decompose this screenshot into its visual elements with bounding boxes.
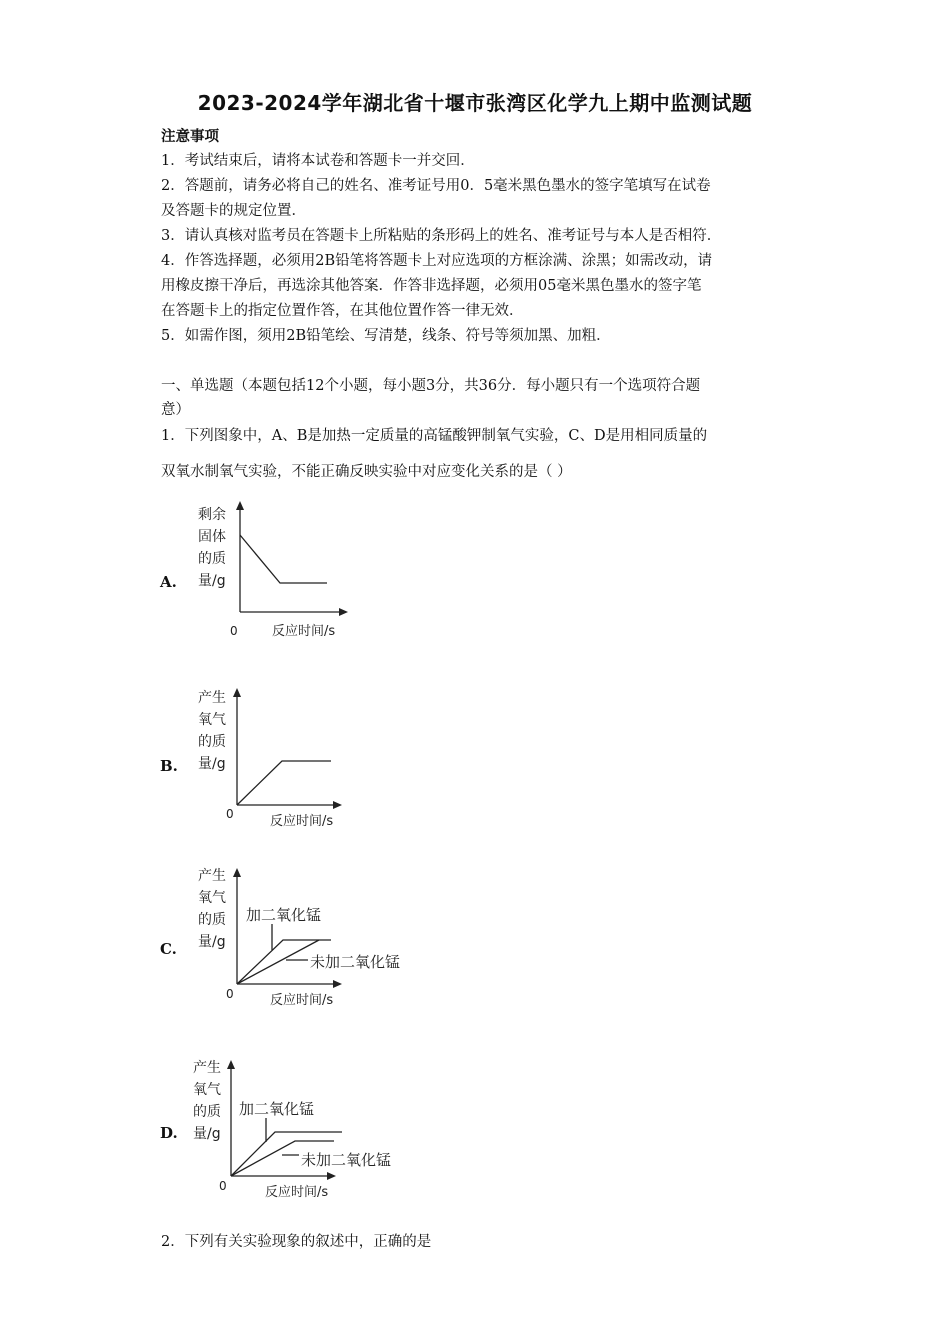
y-label-3: 的质 [198,734,226,750]
curve-bottom-label: 未加二氧化锰 [310,953,401,971]
option-b-label[interactable]: B. [160,757,178,775]
notice-line-2: 2．答题前，请务必将自己的姓名、准考证号用0．5毫米黑色墨水的签字笔填写在试卷 [161,178,711,194]
curve-top-label: 加二氧化锰 [246,906,322,924]
question-1-line-1: 1．下列图象中，A、B是加热一定质量的高锰酸钾制氧气实验，C、D是用相同质量的 [161,428,708,444]
exam-title: 2023-2024学年湖北省十堰市张湾区化学九上期中监测试题 [197,91,753,115]
y-label-2: 氧气 [198,712,226,728]
origin-label: 0 [230,624,238,638]
notice-line-6: 用橡皮擦干净后，再选涂其他答案．作答非选择题，必须用05毫米黑色墨水的签字笔 [161,278,702,294]
y-label-4: 量/g [198,573,226,589]
y-label-1: 产生 [198,690,226,706]
origin-label: 0 [226,807,234,821]
x-label: 反应时间/s [270,993,334,1008]
y-label-1: 产生 [198,868,226,884]
section-heading-line-1: 一、单选题（本题包括12个小题，每小题3分，共36分．每小题只有一个选项符合题 [161,378,701,394]
question-2-line-1: 2．下列有关实验现象的叙述中，正确的是 [161,1234,432,1250]
notice-line-7: 在答题卡上的指定位置作答，在其他位置作答一律无效． [161,303,524,319]
notice-heading: 注意事项 [161,128,219,145]
curve-top-label: 加二氧化锰 [239,1100,315,1118]
x-axis-arrow [339,608,348,616]
x-axis-arrow [333,980,342,988]
x-axis-arrow [333,801,342,809]
x-label: 反应时间/s [272,624,336,639]
notice-line-4: 3．请认真核对监考员在答题卡上所粘贴的条形码上的姓名、准考证号与本人是否相符． [161,228,722,244]
y-label-4: 量/g [198,756,226,772]
option-b-graph [190,680,370,830]
y-axis-arrow [236,501,244,510]
option-d-label[interactable]: D. [160,1124,178,1142]
question-1-line-2: 双氧水制氧气实验，不能正确反映实验中对应变化关系的是（ ） [161,464,572,480]
curve [240,535,327,583]
y-label-3: 的质 [198,551,226,567]
y-label-1: 产生 [193,1060,221,1076]
option-a-graph [190,495,370,645]
notice-line-8: 5．如需作图，须用2B铅笔绘、写清楚，线条、符号等须加黑、加粗． [161,328,611,344]
option-d-graph [185,1052,425,1202]
option-c-label[interactable]: C. [160,940,177,958]
notice-line-5: 4．作答选择题，必须用2B铅笔将答题卡上对应选项的方框涂满、涂黑；如需改动，请 [161,253,713,269]
origin-label: 0 [226,987,234,1001]
curve [237,761,331,805]
y-label-3: 的质 [193,1104,221,1120]
option-c-graph [190,860,430,1010]
origin-label: 0 [219,1179,227,1193]
y-label-2: 固体 [198,529,226,545]
y-label-1: 剩余 [198,507,226,523]
y-label-2: 氧气 [193,1082,221,1098]
y-axis-arrow [227,1060,235,1069]
notice-line-1: 1．考试结束后，请将本试卷和答题卡一并交回． [161,153,475,169]
section-heading-line-2: 意） [161,402,190,418]
curve-bottom-label: 未加二氧化锰 [301,1151,392,1169]
y-label-3: 的质 [198,912,226,928]
option-a-label[interactable]: A. [160,573,177,591]
y-axis-arrow [233,688,241,697]
curve-without-catalyst [237,940,319,984]
x-axis-arrow [327,1172,336,1180]
x-label: 反应时间/s [270,814,334,829]
x-label: 反应时间/s [265,1185,329,1200]
y-label-4: 量/g [193,1126,221,1142]
y-axis-arrow [233,868,241,877]
y-label-4: 量/g [198,934,226,950]
y-label-2: 氧气 [198,890,226,906]
notice-line-3: 及答题卡的规定位置． [161,203,306,219]
